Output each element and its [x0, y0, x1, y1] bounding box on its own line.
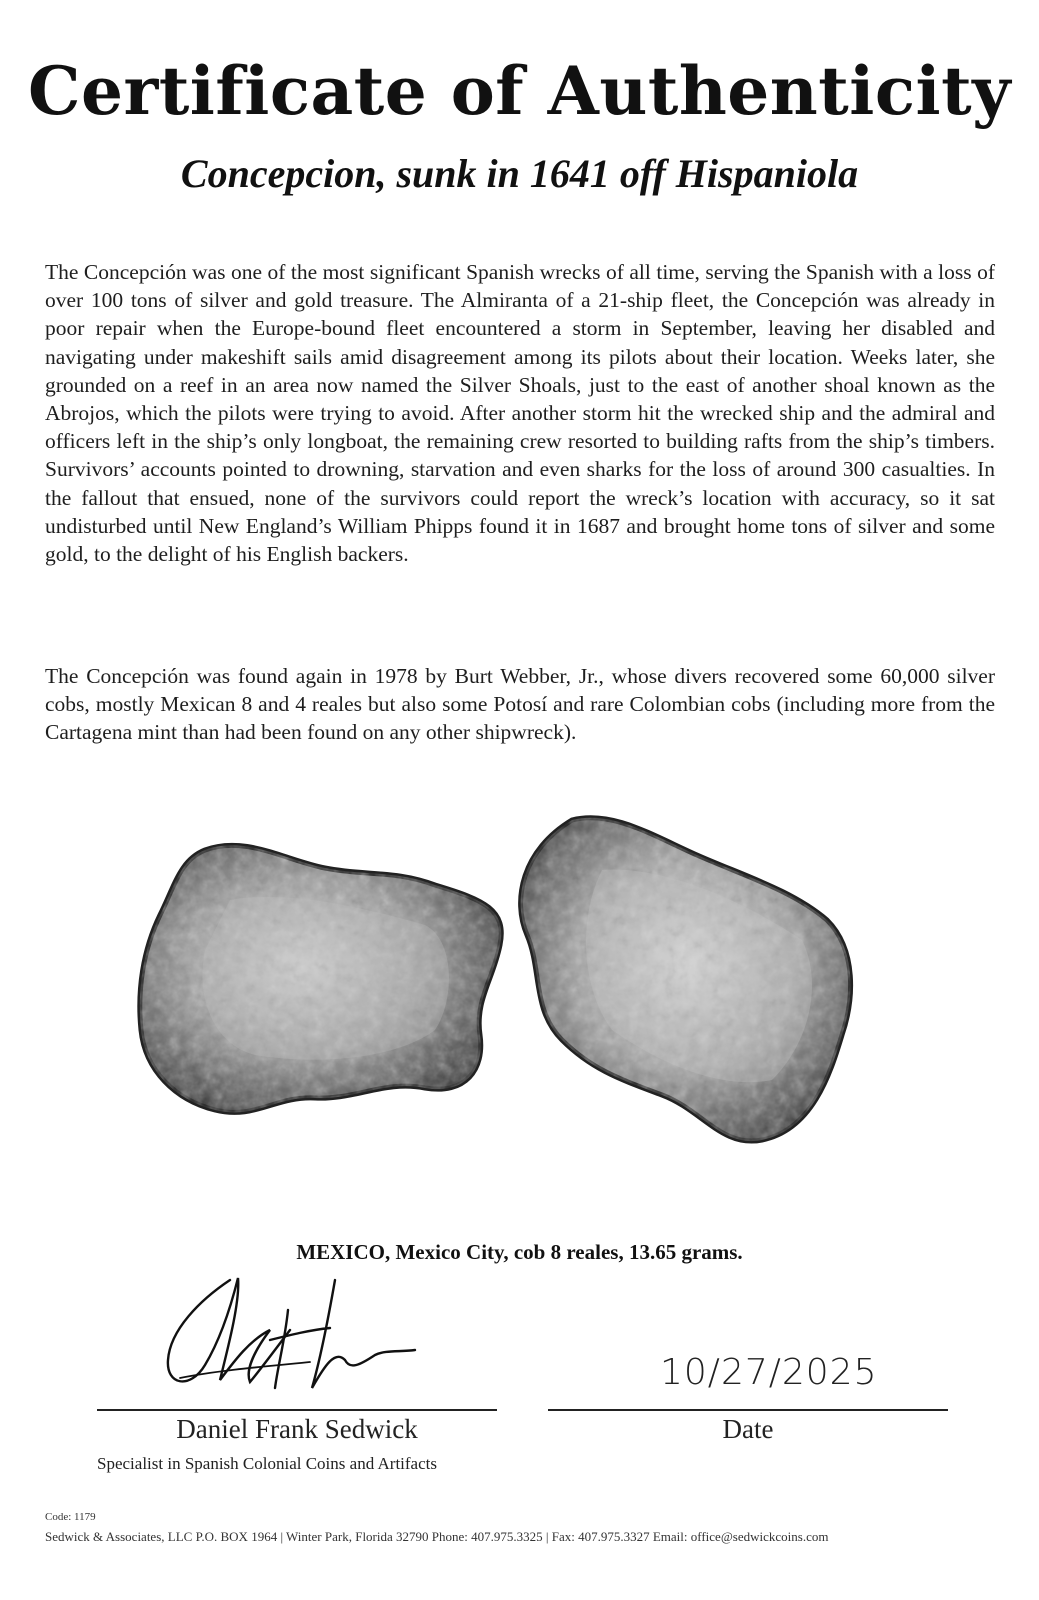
signer-title: Specialist in Spanish Colonial Coins and Artifacts: [97, 1454, 437, 1473]
coin-description: MEXICO, Mexico City, cob 8 reales, 13.65 grams.: [296, 1240, 743, 1264]
certificate-subtitle: Concepcion, sunk in 1641 off Hispaniola: [180, 151, 859, 196]
coin-reverse-image: [512, 810, 862, 1150]
history-paragraph-2: The Concepción was found again in 1978 by Burt Webber, Jr., whose divers recovered some 60,000 silver cobs, mostly Mexican 8 and 4 reales but also some Potosí and rare Colombian cobs (including more from the Cartagena mint than had been found on any other shipwreck).: [45, 664, 995, 745]
date-label: Date: [722, 1414, 774, 1444]
date-value: 10/27/2025: [660, 1352, 878, 1393]
signature-line: [97, 1409, 497, 1411]
footer-contact: Sedwick & Associates, LLC P.O. BOX 1964 | Winter Park, Florida 32790 Phone: 407.975.3325 | Fax: 407.975.3327 Email: office@sedwickcoins.com: [45, 1529, 829, 1544]
signer-name: Daniel Frank Sedwick: [176, 1414, 418, 1444]
signature: [160, 1270, 440, 1400]
coin-obverse-image: [135, 830, 515, 1130]
certificate-title: Certificate of Authenticity: [28, 52, 1011, 130]
date-line: [548, 1409, 948, 1411]
history-paragraph-1: The Concepción was one of the most significant Spanish wrecks of all time, serving the Spanish with a loss of over 100 tons of silver and gold treasure. The Almiranta of a 21-ship fleet, the Concepción was already in poor repair when the Europe-bound fleet encountered a storm in September, leaving her disabled and navigating under makeshift sails amid disagreement among its pilots about their location. Weeks later, she grounded on a reef in an area now named the Silver Shoals, just to the east of another shoal known as the Abrojos, which the pilots were trying to avoid. After another storm hit the wrecked ship and the admiral and officers left in the ship’s only longboat, the remaining crew resorted to building rafts from the ship’s timbers. Survivors’ accounts pointed to drowning, starvation and even sharks for the loss of around 300 casualties. In the fallout that ensued, none of the survivors could report the wreck’s location with accuracy, so it sat undisturbed until New England’s William Phipps found it in 1687 and brought home tons of silver and some gold, to the delight of his English backers.: [45, 260, 995, 567]
certificate-code: Code: 1179: [45, 1511, 96, 1523]
